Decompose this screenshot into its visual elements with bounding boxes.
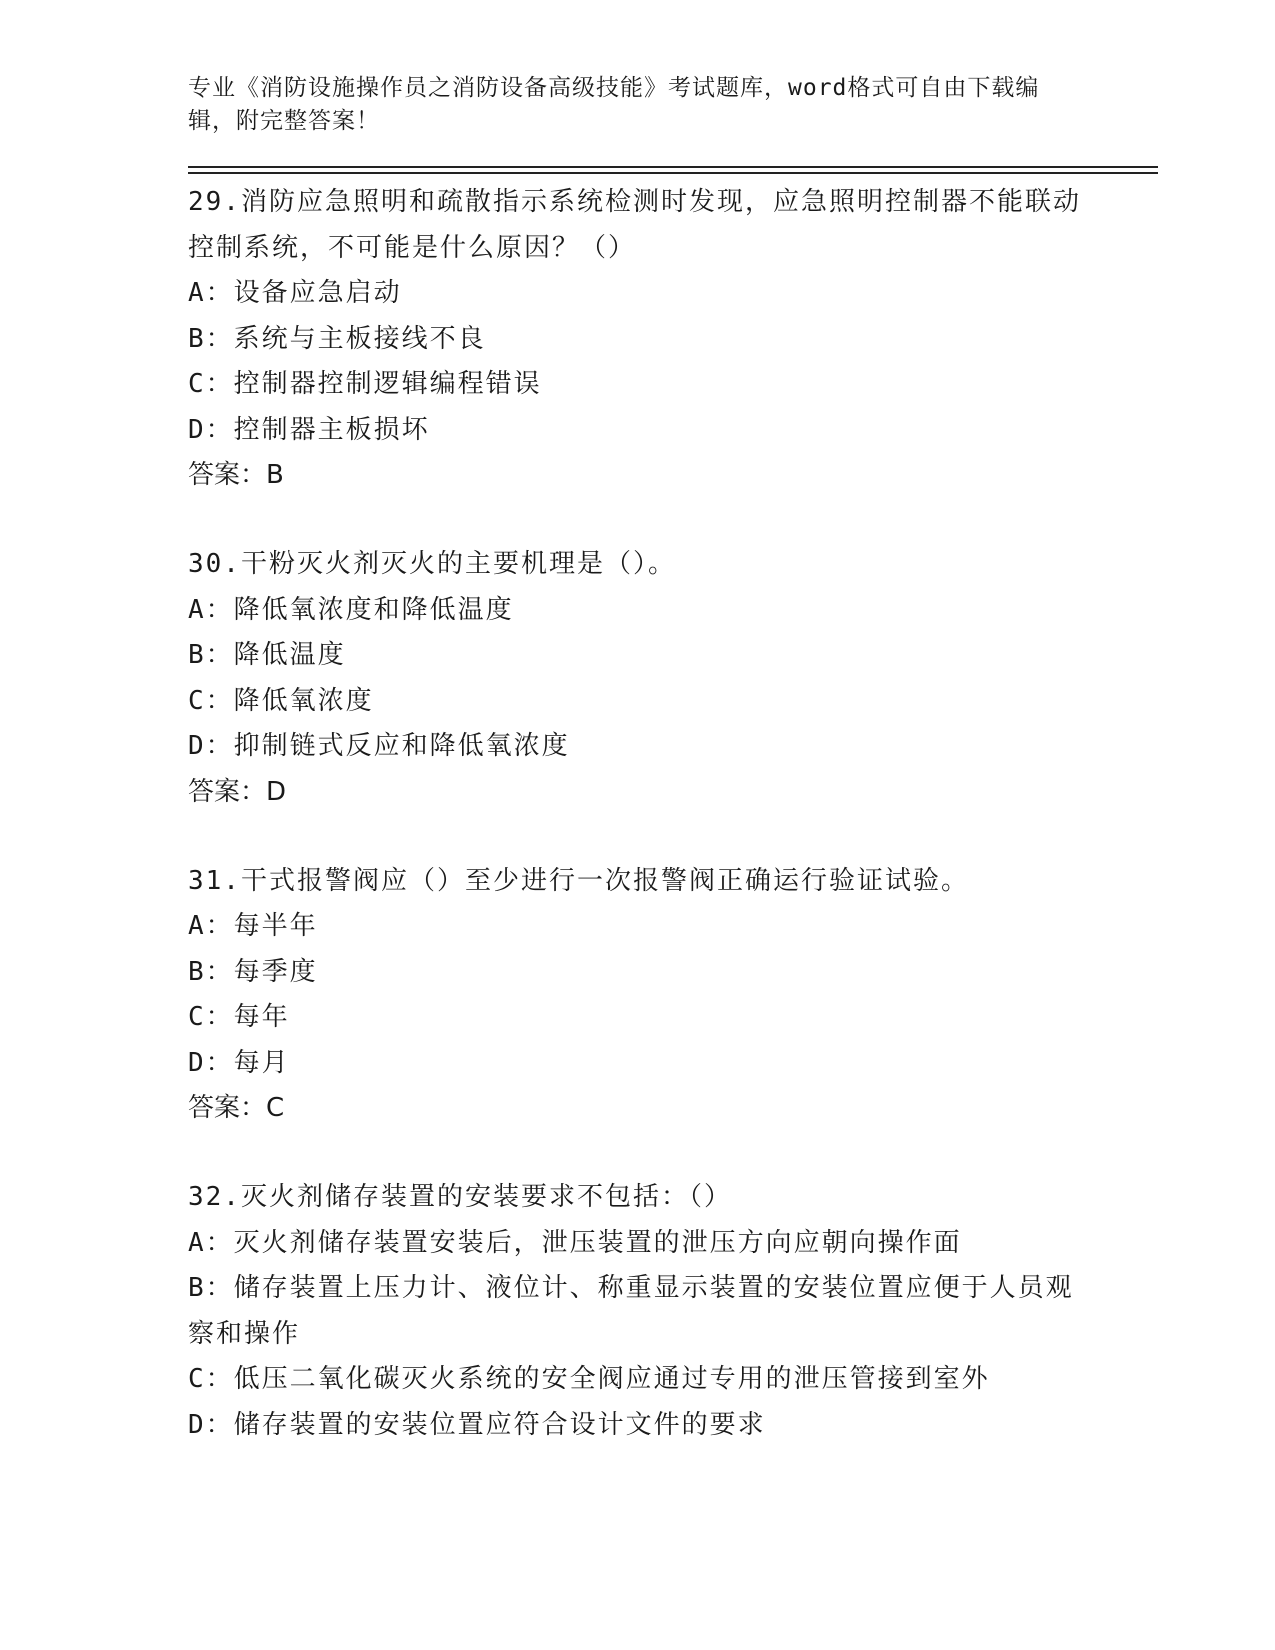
question-stem: 32.灭火剂储存装置的安装要求不包括：（） xyxy=(188,1182,732,1212)
option-c: C：低压二氧化碳灭火系统的安全阀应通过专用的泄压管接到室外 xyxy=(188,1364,990,1394)
option-a: A：设备应急启动 xyxy=(188,278,402,308)
question-stem: 30.干粉灭火剂灭火的主要机理是（）。 xyxy=(188,549,676,579)
option-b: B：储存装置上压力计、液位计、称重显示装置的安装位置应便于人员观察和操作 xyxy=(188,1273,1074,1349)
document-page xyxy=(188,72,1158,1492)
divider-line-top xyxy=(188,166,1158,168)
header-divider xyxy=(188,166,1158,174)
option-a: A：降低氧浓度和降低温度 xyxy=(188,594,514,625)
question-stem: 29.消防应急照明和疏散指示系统检测时发现，应急照明控制器不能联动控制系统，不可能是什么原因？（） xyxy=(188,187,1081,263)
option-a: A：灭火剂储存装置安装后，泄压装置的泄压方向应朝向操作面 xyxy=(188,1227,962,1258)
option-d: D：每月 xyxy=(188,1047,290,1078)
question-29 xyxy=(188,180,1158,498)
option-b: B：降低温度 xyxy=(188,640,346,670)
option-b: B：每季度 xyxy=(188,956,318,987)
divider-line-bottom xyxy=(188,172,1158,174)
option-d: D：抑制链式反应和降低氧浓度 xyxy=(188,731,570,761)
answer-label: 答案：C xyxy=(188,1093,285,1123)
question-stem: 31.干式报警阀应（）至少进行一次报警阀正确运行验证试验。 xyxy=(188,865,969,896)
answer-label: 答案：B xyxy=(188,460,284,490)
question-31 xyxy=(188,859,1158,1132)
option-d: D：储存装置的安装位置应符合设计文件的要求 xyxy=(188,1409,766,1440)
answer-label: 答案：D xyxy=(188,776,287,807)
document-header: 专业《消防设施操作员之消防设备高级技能》考试题库，word格式可自由下载编辑，附完整答案！ xyxy=(188,75,1040,134)
option-c: C：每年 xyxy=(188,1002,290,1032)
question-list xyxy=(188,180,1158,1448)
option-d: D：控制器主板损坏 xyxy=(188,414,430,445)
option-b: B：系统与主板接线不良 xyxy=(188,323,486,354)
question-32 xyxy=(188,1175,1158,1448)
option-c: C：降低氧浓度 xyxy=(188,685,374,716)
question-30 xyxy=(188,542,1158,815)
option-a: A：每半年 xyxy=(188,911,318,941)
option-c: C：控制器控制逻辑编程错误 xyxy=(188,369,542,399)
